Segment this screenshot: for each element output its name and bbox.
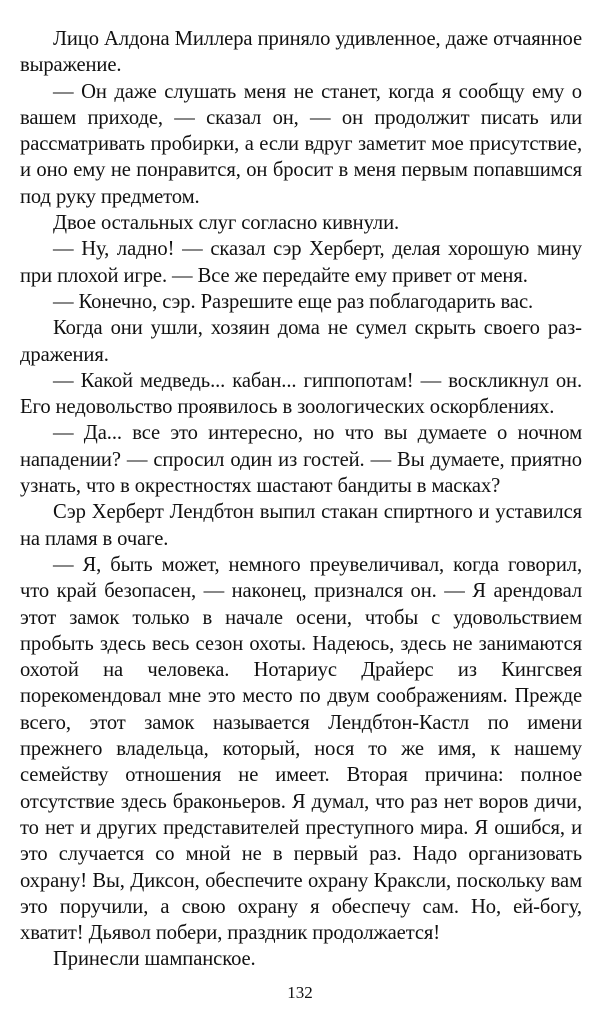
paragraph-8: — Да... все это интересно, но что вы думаете о ночном нападении? — спросил один из гостей. — Вы думаете, приятно узнать, что в окрестностях шастают бандиты в масках? <box>20 422 582 498</box>
paragraph-6: Когда они ушли, хозяин дома не сумел скрыть своего раздражения. <box>20 317 582 366</box>
paragraph-3: Двое остальных слуг согласно кивнули. <box>53 212 400 235</box>
paragraph-7: — Какой медведь... кабан... гиппопотам! — воскликнул он. Его недовольство проявилось в зоологических оскорблениях. <box>20 369 582 419</box>
book-page-text <box>20 26 582 986</box>
paragraph-1: Лицо Алдона Миллера приняло удивленное, даже отчаянное выражение. <box>20 28 582 77</box>
paragraph-5: — Конечно, сэр. Разрешите еще раз поблагодарить вас. <box>53 290 534 313</box>
paragraph-2: — Он даже слушать меня не станет, когда я сообщу ему о вашем приходе, — сказал он, — он продолжит писать или рассматривать пробирки, а если вдруг заметит мое присутствие, и оно ему не понравится, он бросит в меня первым попавшимся под руку предметом. <box>20 80 582 208</box>
paragraph-11: Принесли шампанское. <box>53 948 256 971</box>
paragraph-4: — Ну, ладно! — сказал сэр Херберт, делая хорошую мину при плохой игре. — Все же передайте ему привет от меня. <box>20 238 582 287</box>
page-number: 132 <box>287 983 313 1002</box>
paragraph-9: Сэр Херберт Лендбтон выпил стакан спиртного и уставился на пламя в очаге. <box>20 501 582 550</box>
paragraph-10: — Я, быть может, немного преувеличивал, когда говорил, что край безопасен, — наконец, признался он. — Я арендовал этот замок только в начале осени, чтобы с удовольствием пробыть здесь весь сезон охоты. Надеюсь, здесь не занимаются охотой на человека. Нотариус Драйерс из Кингсвея порекомендовал мне это место по двум соображениям. Прежде всего, этот замок называется Лендбтон-Кастл по имени прежнего владельца, который, нося то же имя, к нашему семейству отношения не имеет. Вторая причина: полное отсутствие здесь браконьеров. Я думал, что раз нет воров дичи, то нет и других представителей преступного мира. Я ошибся, и это случается со мной не в первый раз. Надо организовать охрану! Вы, Диксон, обеспечите охрану Краксли, поскольку вам это поручили, а свою охрану я обеспечу сам. Но, ей-богу, хватит! Дьявол побери, праздник продолжается! <box>20 553 582 945</box>
